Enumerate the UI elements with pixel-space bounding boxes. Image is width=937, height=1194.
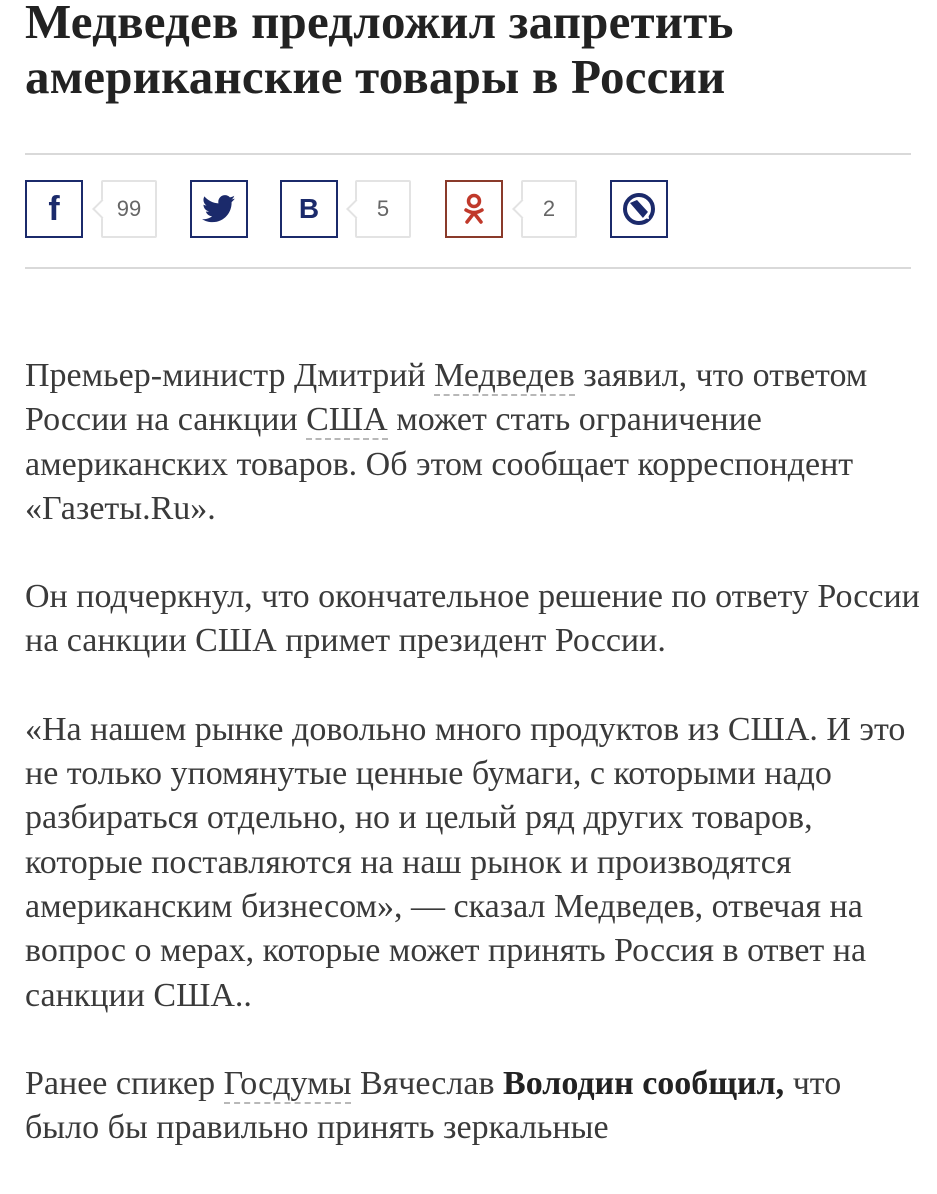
gosduma-link[interactable]: Госдумы xyxy=(223,1064,352,1102)
facebook-icon: f xyxy=(48,190,60,228)
paragraph-2: Он подчеркнул, что окончательное решение по ответу России на санкции США примет президент России. xyxy=(25,578,920,660)
livejournal-share-button[interactable] xyxy=(610,180,668,238)
paragraph-1-text-a: Премьер-министр Дмитрий xyxy=(25,357,435,394)
divider-top xyxy=(25,153,911,155)
article-body xyxy=(25,354,920,1194)
article-headline: Медведев предложил запретить американские товары в России xyxy=(25,0,734,104)
paragraph-4-text-a: Ранее спикер xyxy=(25,1064,224,1102)
odnoklassniki-share-button[interactable] xyxy=(445,180,503,238)
medvedev-link[interactable]: Медведев xyxy=(434,357,575,394)
paragraph-4 xyxy=(25,1062,920,1151)
vk-share-button[interactable] xyxy=(280,180,338,238)
divider-bottom xyxy=(25,267,911,269)
facebook-share-count: 99 xyxy=(101,180,157,238)
vk-icon: В xyxy=(298,193,320,224)
twitter-share-button[interactable] xyxy=(190,180,248,238)
paragraph-4-bold: Володин сообщил, xyxy=(503,1064,785,1102)
paragraph-1-text-c: может стать ограничение американских товаров. Об этом сообщает корреспондент «Газеты.Ru». xyxy=(25,401,854,527)
odnoklassniki-icon xyxy=(463,193,485,225)
paragraph-4-text-b: Вячеслав xyxy=(351,1064,504,1102)
usa-link[interactable]: США xyxy=(306,401,388,439)
odnoklassniki-share-count: 2 xyxy=(521,180,577,238)
vk-share-count: 5 xyxy=(355,180,411,238)
paragraph-1 xyxy=(25,354,920,531)
paragraph-4-text-c: что было бы правильно принять зеркальные xyxy=(25,1064,842,1147)
paragraph-3: «На нашем рынке довольно много продуктов из США. И это не только упомянутые ценные бумаги, с которыми надо разбираться отдельно, но и целый ряд других товаров, которые поставляются на наш рынок и производятся американским бизнесом», — сказал Медведев, отвечая на вопрос о мерах, которые может принять Россия в ответ на санкции США.. xyxy=(25,710,906,1014)
facebook-share-button[interactable] xyxy=(25,180,83,238)
twitter-icon xyxy=(202,195,236,223)
livejournal-icon xyxy=(621,191,657,227)
paragraph-1-text-b: заявил, что ответом России на санкции xyxy=(25,357,868,439)
